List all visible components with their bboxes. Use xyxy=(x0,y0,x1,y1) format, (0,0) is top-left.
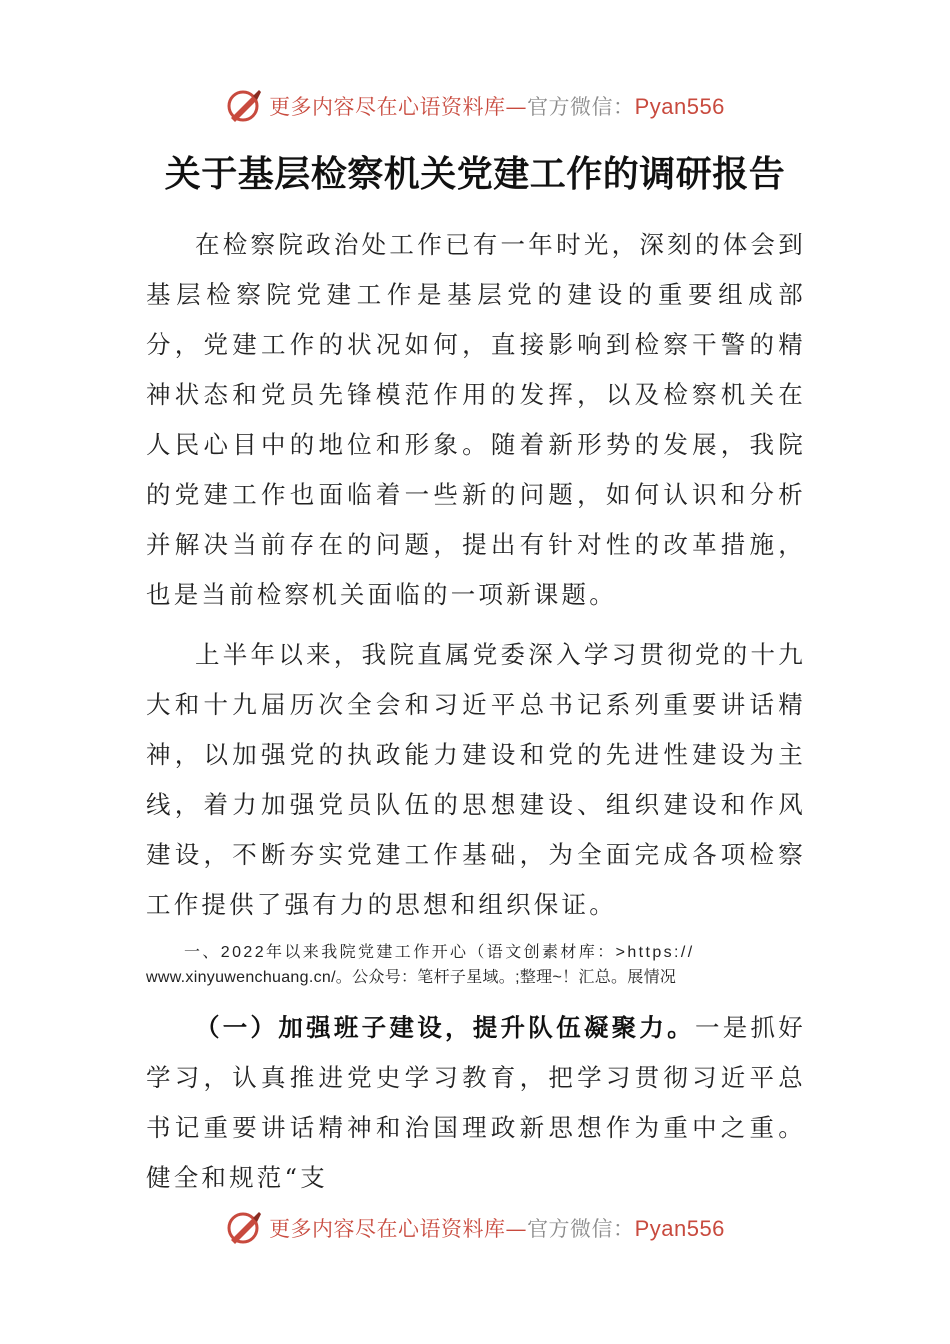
section-paragraph xyxy=(146,1003,806,1203)
pen-circle-logo-icon xyxy=(225,1210,263,1246)
watermark-prefix: 更多内容尽在心语资料库— xyxy=(269,1217,528,1241)
watermark-wechat-label: 官方微信： xyxy=(527,1217,635,1241)
body-paragraph-2: 上半年以来，我院直属党委深入学习贯彻党的十九大和十九届历次全会和习近平总书记系列重要讲话精神，以加强党的执政能力建设和党的先进性建设为主线，着力加强党员队伍的思想建设、组织建设和作风建设，不断夯实党建工作基础，为全面完成各项检察工作提供了强有力的思想和组织保证。 xyxy=(146,640,806,919)
note-line-1: 一、2022年以来我院党建工作开心（语文创素材库：>https:// xyxy=(184,944,695,961)
watermark-banner-top xyxy=(0,86,950,126)
watermark-wechat-label: 官方微信： xyxy=(527,95,635,119)
inserted-note xyxy=(146,940,806,990)
section-heading: （一）加强班子建设，提升队伍凝聚力。 xyxy=(195,1013,695,1042)
watermark-text xyxy=(269,1213,725,1243)
watermark-wechat-id: Pyan556 xyxy=(634,94,725,119)
pen-circle-logo-icon xyxy=(225,88,263,124)
watermark-banner-bottom xyxy=(0,1208,950,1248)
note-line-2: www.xinyuwenchuang.cn/。公众号：笔杆子星域。;整理~！汇总。展情况 xyxy=(146,969,677,986)
document-title: 关于基层检察机关党建工作的调研报告 xyxy=(164,153,786,195)
watermark-prefix: 更多内容尽在心语资料库— xyxy=(269,95,528,119)
body-paragraph-1: 在检察院政治处工作已有一年时光，深刻的体会到基层检察院党建工作是基层党的建设的重要组成部分，党建工作的状况如何，直接影响到检察干警的精神状态和党员先锋模范作用的发挥，以及检察机关在人民心目中的地位和形象。随着新形势的发展，我院的党建工作也面临着一些新的问题，如何认识和分析并解决当前存在的问题，提出有针对性的改革措施，也是当前检察机关面临的一项新课题。 xyxy=(146,230,806,609)
section-body: 一是抓好学习，认真推进党史学习教育，把学习贯彻习近平总书记重要讲话精神和治国理政新思想作为重中之重。健全和规范“支 xyxy=(146,1013,806,1192)
watermark-text xyxy=(269,91,725,121)
watermark-wechat-id: Pyan556 xyxy=(634,1216,725,1241)
